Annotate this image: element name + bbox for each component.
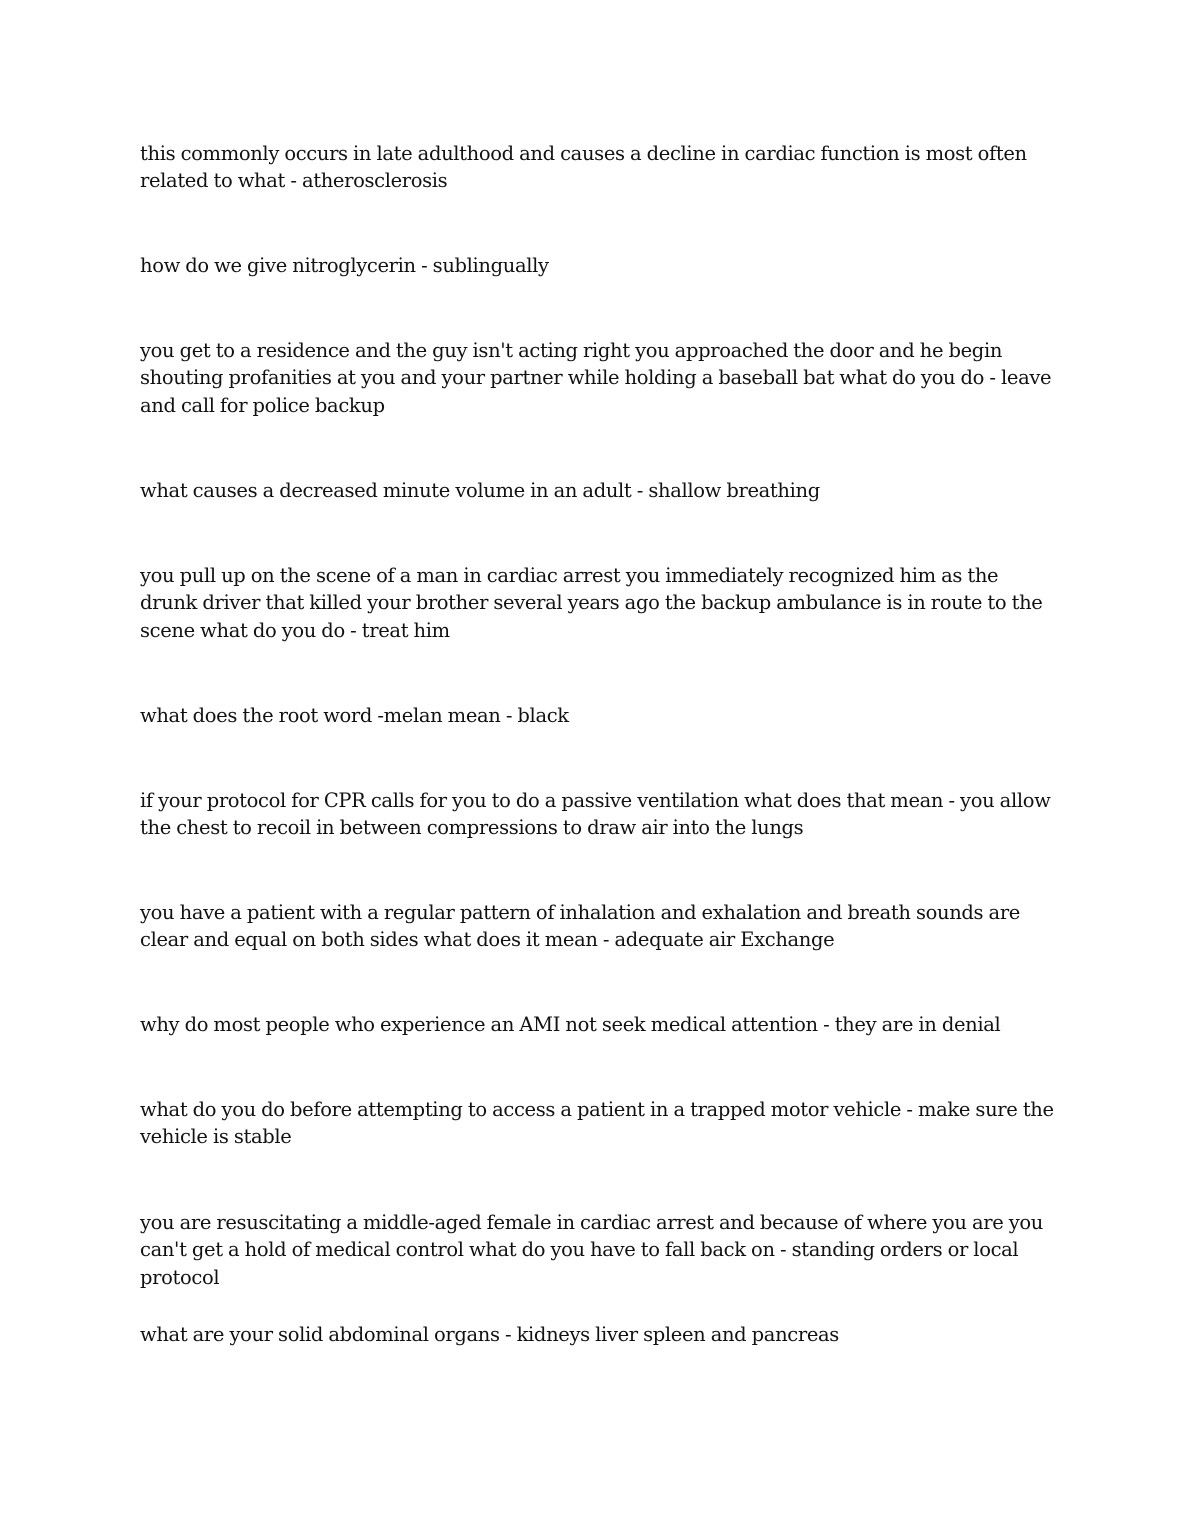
- qa-item: what causes a decreased minute volume in an adult - shallow breathing: [140, 479, 820, 502]
- qa-item: how do we give nitroglycerin - sublingually: [140, 254, 549, 277]
- qa-item: if your protocol for CPR calls for you to do a passive ventilation what does that mean - you allow the chest to recoil in between compressions to draw air into the lungs: [140, 789, 1051, 840]
- qa-item: you pull up on the scene of a man in cardiac arrest you immediately recognized him as the drunk driver that killed your brother several years ago the backup ambulance is in route to the scene what do you do - treat him: [140, 564, 1043, 642]
- qa-item: what do you do before attempting to access a patient in a trapped motor vehicle - make sure the vehicle is stable: [140, 1098, 1054, 1149]
- qa-item: what does the root word -melan mean - black: [140, 704, 569, 727]
- qa-item: you have a patient with a regular pattern of inhalation and exhalation and breath sounds are clear and equal on both sides what does it mean - adequate air Exchange: [140, 901, 1020, 952]
- qa-item: you are resuscitating a middle-aged female in cardiac arrest and because of where you are you can't get a hold of medical control what do you have to fall back on - standing orders or local protocol: [140, 1211, 1044, 1289]
- qa-item: you get to a residence and the guy isn't acting right you approached the door and he begin shouting profanities at you and your partner while holding a baseball bat what do you do - leave and call for police backup: [140, 339, 1052, 417]
- qa-item: this commonly occurs in late adulthood and causes a decline in cardiac function is most often related to what - atherosclerosis: [140, 142, 1027, 193]
- qa-item: why do most people who experience an AMI not seek medical attention - they are in denial: [140, 1013, 1001, 1036]
- qa-item: what are your solid abdominal organs - kidneys liver spleen and pancreas: [140, 1323, 839, 1346]
